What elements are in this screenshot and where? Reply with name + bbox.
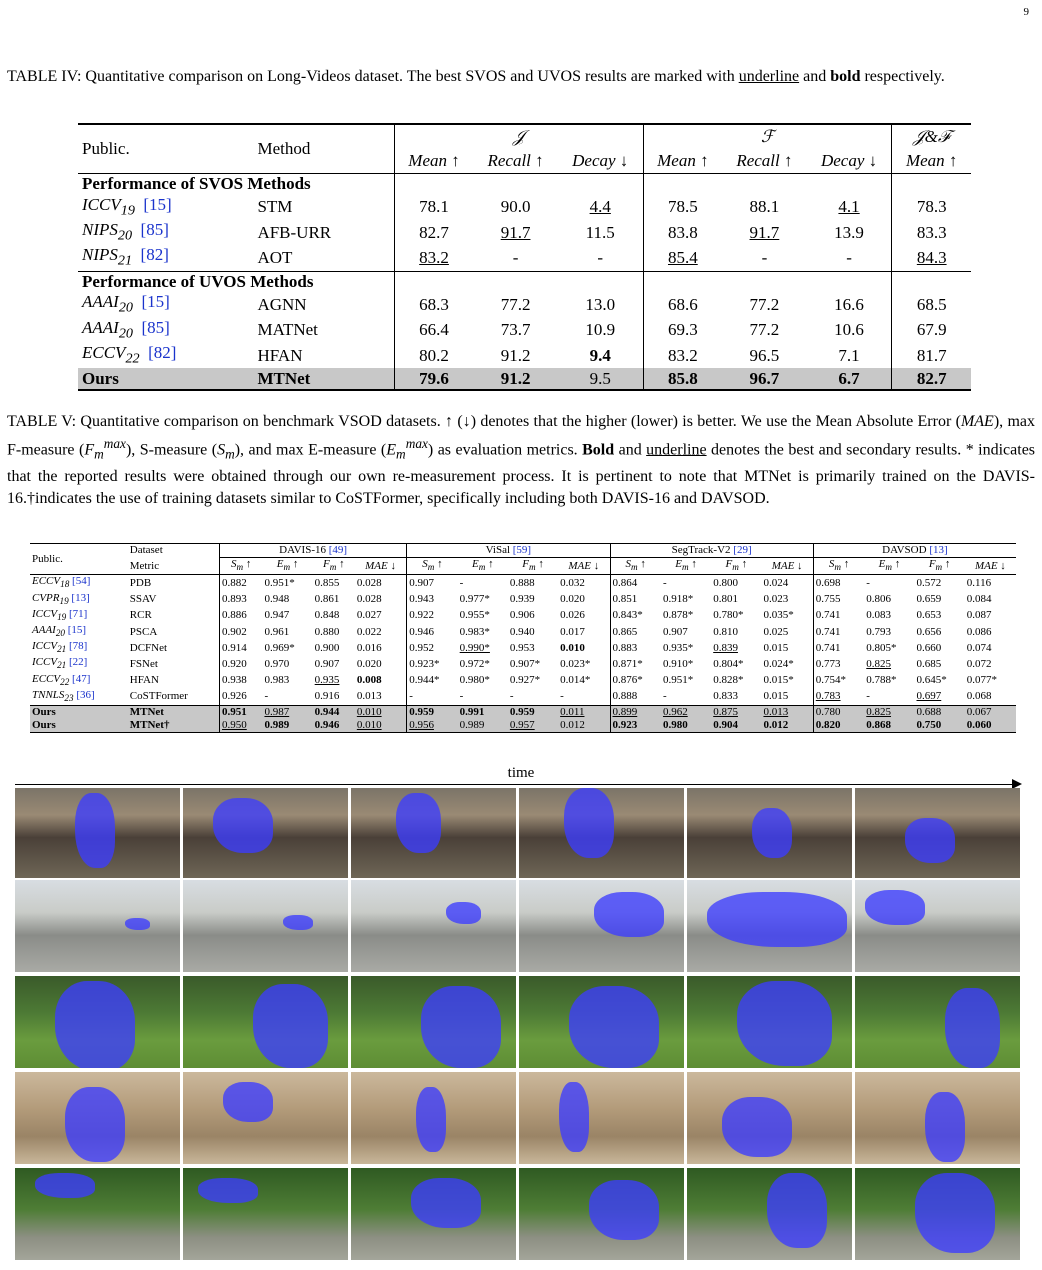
t5-row: $CVPR_{19}$ [13] SSAV 0.893 0.948 0.861 0.028 0.943 0.977* 0.939 0.020 0.851 0.918* 0.801 0.023 0.755 0.806 0.659 0.084	[32, 591, 992, 606]
segmentation-mask	[125, 918, 150, 930]
segmentation-mask	[446, 902, 481, 924]
t5-metric-header: $F_m$ ↑	[928, 558, 951, 573]
frame-thumbnail	[519, 788, 684, 878]
t5-metric-header: $S_m$ ↑	[407, 558, 458, 575]
frame-thumbnail	[687, 1072, 852, 1164]
time-label: time	[507, 765, 535, 781]
t5-metric-header: MAE ↓	[365, 559, 396, 572]
t5-metric-header: $F_m$ ↑	[522, 558, 544, 573]
segmentation-mask	[564, 788, 614, 858]
header-jf: 𝒥&ℱ	[892, 124, 971, 149]
frame-thumbnail	[351, 1072, 516, 1164]
frame-thumbnail	[855, 976, 1020, 1068]
t5-metric-header: $S_m$ ↑	[813, 558, 864, 575]
frame-thumbnail	[351, 880, 516, 972]
t5-metric-header: MAE ↓	[568, 559, 600, 572]
segmentation-mask	[752, 808, 792, 858]
frame-thumbnail	[351, 1168, 516, 1260]
header-public: Public.	[78, 124, 253, 174]
segmentation-mask	[594, 892, 664, 937]
frame-thumbnail	[855, 880, 1020, 972]
segmentation-mask	[569, 986, 659, 1068]
segmentation-mask	[198, 1178, 258, 1203]
t5-metric-header: $F_m$ ↑	[725, 558, 748, 573]
frame-thumbnail	[519, 880, 684, 972]
frame-thumbnail	[15, 1072, 180, 1164]
segmentation-mask	[707, 892, 847, 947]
frame-thumbnail	[15, 880, 180, 972]
frame-thumbnail	[183, 788, 348, 878]
segmentation-mask	[905, 818, 955, 863]
t5-metric-header: MAE ↓	[974, 559, 1006, 572]
time-arrow	[15, 784, 1020, 785]
segmentation-mask	[767, 1173, 827, 1248]
frame-thumbnail	[519, 976, 684, 1068]
segmentation-mask	[253, 984, 328, 1068]
frame-thumbnail	[519, 1168, 684, 1260]
t5-row: $AAAI_{20}$ [15] PSCA 0.902 0.961 0.880 0.022 0.946 0.983* 0.940 0.017 0.865 0.907 0.810 0.025 0.741 0.793 0.656 0.086	[32, 623, 992, 639]
t5-ours-row: Ours MTNet 0.951 0.987 0.944 0.010 0.959 0.991 0.959 0.011 0.899 0.962 0.875 0.013 0.780 0.825 0.688 0.067	[30, 705, 1016, 719]
header-method: Method	[253, 124, 394, 174]
t5-metric-header: $S_m$ ↑	[220, 558, 263, 575]
segmentation-mask	[416, 1087, 446, 1152]
segmentation-mask	[65, 1087, 125, 1162]
t5-ours-row: Ours MTNet† 0.950 0.989 0.946 0.010 0.956 0.989 0.957 0.012 0.923 0.980 0.904 0.012 0.820 0.868 0.750 0.060	[30, 719, 1016, 733]
segmentation-mask	[945, 988, 1000, 1068]
uvos-row: $ECCV_{22}$ [82] HFAN 80.2 91.2 9.4 83.2 96.5 7.1 81.7	[78, 343, 971, 368]
frame-thumbnail	[15, 788, 180, 878]
table4-ours-row: Ours MTNet 79.6 91.2 9.5 85.8 96.7 6.7 82.7	[78, 368, 971, 390]
section-svos: Performance of SVOS Methods	[78, 174, 394, 195]
frame-thumbnail	[519, 1072, 684, 1164]
t5-dataset-3: DAVSOD [13]	[813, 544, 1016, 558]
frame-thumbnail	[687, 788, 852, 878]
t5-metric-header: $E_m$ ↑	[675, 558, 697, 573]
t5-row: $ICCV_{19}$ [71] RCR 0.886 0.947 0.848 0.027 0.922 0.955* 0.906 0.026 0.843* 0.878* 0.780* 0.035* 0.741 0.083 0.653 0.087	[32, 607, 992, 622]
t5-row: $ECCV_{22}$ [47] HFAN 0.938 0.983 0.935 0.008 0.944* 0.980* 0.927* 0.014* 0.876* 0.951* 0.828* 0.015* 0.754* 0.788* 0.645* 0.077*	[32, 672, 997, 687]
header-f: ℱ	[643, 124, 892, 149]
t5-dataset-1: ViSal [59]	[407, 544, 610, 558]
segmentation-mask	[35, 1173, 95, 1198]
t5-row: $ICCV_{21}$ [78] DCFNet 0.914 0.969* 0.900 0.016 0.952 0.990* 0.953 0.010 0.883 0.935* 0.839 0.015 0.741 0.805* 0.660 0.074	[32, 640, 992, 655]
frame-thumbnail	[15, 1168, 180, 1260]
segmentation-mask	[283, 915, 313, 930]
segmentation-mask	[722, 1097, 792, 1157]
t5-metric-header: $E_m$ ↑	[276, 558, 299, 573]
frame-thumbnail	[15, 976, 180, 1068]
t5-header-public: Public.	[30, 544, 128, 575]
segmentation-mask	[421, 986, 501, 1068]
uvos-row: $AAAI_{20}$ [85] MATNet 66.4 73.7 10.9 69.3 77.2 10.6 67.9	[78, 318, 971, 343]
t5-metric-header: MAE ↓	[771, 559, 803, 572]
segmentation-mask	[737, 981, 832, 1066]
segmentation-mask	[396, 793, 441, 853]
segmentation-mask	[865, 890, 925, 925]
frame-thumbnail	[855, 1168, 1020, 1260]
segmentation-mask	[559, 1082, 589, 1152]
segmentation-mask	[75, 793, 115, 868]
header-j: 𝒥	[394, 124, 643, 149]
t5-metric-header: $E_m$ ↑	[471, 558, 494, 573]
section-uvos: Performance of UVOS Methods	[78, 271, 394, 292]
t5-dataset-2: SegTrack-V2 [29]	[610, 544, 813, 558]
svos-row: $NIPS_{21}$ [82] AOT 83.2 - - 85.4 - - 84.3	[78, 245, 971, 271]
table4-caption: TABLE IV: Quantitative comparison on Long-Videos dataset. The best SVOS and UVOS results are marked with underline and bold respectively.	[7, 68, 945, 85]
segmentation-mask	[589, 1180, 659, 1240]
t5-metric-header: $E_m$ ↑	[878, 558, 901, 573]
segmentation-mask	[55, 981, 135, 1068]
t5-dataset-0: DAVIS-16 [49]	[220, 544, 407, 558]
t5-metric-header: $S_m$ ↑	[610, 558, 661, 575]
frame-thumbnail	[183, 976, 348, 1068]
table4: Public. Method 𝒥 ℱ 𝒥&ℱ Mean ↑ Recall ↑ Decay ↓ Mean ↑ Recall ↑ Decay ↓ Mean ↑ Performance of SVOS Methods $ICCV_{19}$ [15] STM 78.1 90.0 4.4 78.5 88.1 4.1 78.3 $NIPS_{20}$ [85] AFB-URR 82.7 91.7 11.5 83.8 91.7 13.9 83.3 $NIPS_{21}$ [82] AOT 83.2 - - 85.4 - - 84.3 Performance of UVOS Methods $AAAI_{20}$ [15] AGNN 68.3 77.2 13.0 68.6 77.2 16.6 68.5 $AAAI_{20}$ [85] MATNet 66.4 73.7 10.9 69.3 77.2 10.6 67.9 $ECCV_{22}$ [82] HFAN 80.2 91.2 9.4 83.2 96.5 7.1 81.7 Ours MTNet 79.6 91.2 9.5 85.8 96.7 6.7 82.7	[78, 123, 971, 391]
page-number: 9	[1023, 6, 1029, 18]
t5-row: $ICCV_{21}$ [22] FSNet 0.920 0.970 0.907 0.020 0.923* 0.972* 0.907* 0.023* 0.871* 0.910* 0.804* 0.024* 0.773 0.825 0.685 0.072	[32, 656, 992, 671]
t5-header-dataset: Dataset	[128, 544, 220, 558]
frame-thumbnail	[687, 976, 852, 1068]
segmentation-mask	[915, 1173, 995, 1253]
t5-metric-header: $F_m$ ↑	[322, 558, 345, 573]
frame-thumbnail	[855, 788, 1020, 878]
t5-row: $TNNLS_{23}$ [36] CoSTFormer 0.926 - 0.916 0.013 - - - - 0.888 - 0.833 0.015 0.783 - 0.697 0.068	[30, 689, 1016, 706]
frame-thumbnail	[183, 1168, 348, 1260]
frame-thumbnail	[687, 880, 852, 972]
frame-thumbnail	[687, 1168, 852, 1260]
segmentation-mask	[213, 798, 273, 853]
frame-thumbnail	[183, 1072, 348, 1164]
frame-thumbnail	[183, 880, 348, 972]
table5-caption: TABLE V: Quantitative comparison on benchmark VSOD datasets. ↑ (↓) denotes that the higher (lower) is better. We use the Mean Absolute Error (MAE), max F-measure $(F_m^{max})$, S-measure $(S_m)$, and max E-measure $(E_m^{max})$ as evaluation metrics. Bold and underline denotes the best and secondary results. * indicates that the reported results were obtained through our own re-measurement process. It is pertinent to note that MTNet is primarily trained on the DAVIS-16.†indicates the use of training datasets similar to CoSTFormer, specifically including both DAVIS-16 and DAVSOD.	[7, 413, 1036, 507]
table5	[30, 543, 1016, 733]
frame-thumbnail	[351, 788, 516, 878]
segmentation-mask	[925, 1092, 965, 1162]
frame-thumbnail	[855, 1072, 1020, 1164]
uvos-row: $AAAI_{20}$ [15] AGNN 68.3 77.2 13.0 68.6 77.2 16.6 68.5	[78, 292, 971, 317]
t5-row: $ECCV_{18}$ [54] PDB 0.882 0.951* 0.855 0.028 0.907 - 0.888 0.032 0.864 - 0.800 0.024 0.698 - 0.572 0.116	[30, 575, 1016, 592]
svos-row: $NIPS_{20}$ [85] AFB-URR 82.7 91.7 11.5 83.8 91.7 13.9 83.3	[78, 220, 971, 245]
segmentation-mask	[411, 1178, 481, 1228]
t5-header-metric: Metric	[129, 559, 160, 572]
svos-row: $ICCV_{19}$ [15] STM 78.1 90.0 4.4 78.5 88.1 4.1 78.3	[78, 195, 971, 220]
segmentation-mask	[223, 1082, 273, 1122]
frame-thumbnail	[351, 976, 516, 1068]
